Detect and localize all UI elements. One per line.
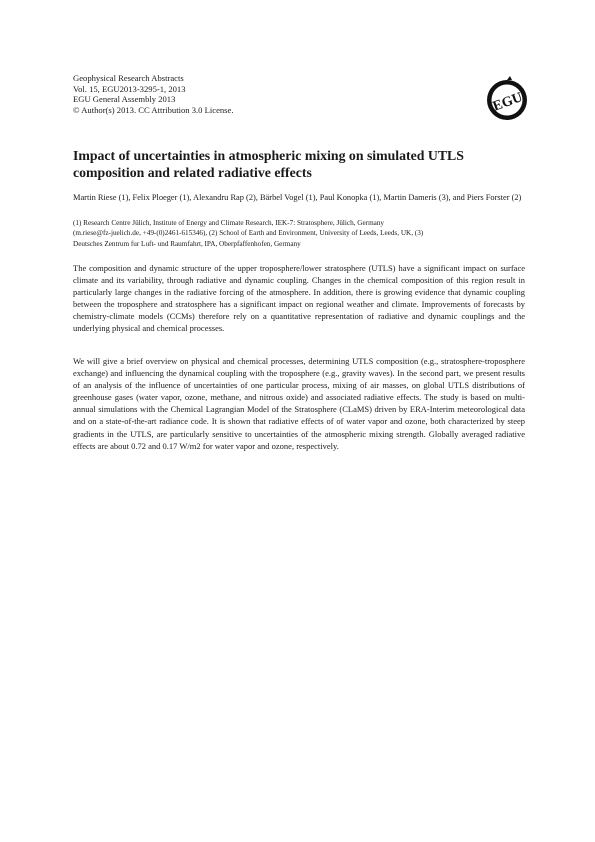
paper-title: Impact of uncertainties in atmospheric mixing on simulated UTLS composition and related radiative effects <box>73 148 464 180</box>
license-info: © Author(s) 2013. CC Attribution 3.0 License. <box>73 104 234 115</box>
logo-text: EGU <box>491 90 525 115</box>
author-list: Martin Riese (1), Felix Ploeger (1), Alexandru Rap (2), Bärbel Vogel (1), Paul Konopka (1), Martin Dameris (3), and Piers Forster (2) <box>73 193 522 202</box>
abstract-paragraph-1: The composition and dynamic structure of the upper troposphere/lower stratosphere (UTLS) have a significant impact on surface climate and its variability, through radiative and dynamic coupling. Changes in the chemical composition of this region result in particularly large changes in the radiative forcing of the atmosphere. In addition, there is growing evidence that dynamic coupling between the troposphere and stratosphere has a significant impact on regional weather and climate. Improvements of forecasts by chemistry-climate models (CCMs) therefore rely on a quantitative representation of radiative and dynamic couplings and the underlying physical and chemical processes. <box>73 263 525 334</box>
assembly-info: EGU General Assembly 2013 <box>73 94 176 105</box>
affiliation-line: (m.riese@fz-juelich.de, +49-(0)2461-615346), (2) School of Earth and Environment, University of Leeds, Leeds, UK, (3) <box>73 229 424 238</box>
publication-header <box>73 73 373 115</box>
journal-name: Geophysical Research Abstracts <box>73 73 184 83</box>
affiliation-line: Deutsches Zentrum fur Luft- und Raumfahrt, IPA, Oberpfaffenhofen, Germany <box>73 239 301 248</box>
egu-logo-icon <box>484 76 530 122</box>
abstract-paragraph-2: We will give a brief overview on physical and chemical processes, determining UTLS composition (e.g., stratosphere-troposphere exchange) and influencing the dynamical coupling with the troposphere (e.g., gravity waves). In the second part, we present results of an analysis of the influence of uncertainties of one particular process, mixing of air masses, on global UTLS distributions of greenhouse gases (water vapor, ozone, methane, and nitrous oxide) and associated radiative effects. The study is based on multi-annual simulations with the Chemical Lagrangian Model of the Stratosphere (CLaMS) driven by ERA-Interim meteorological data and on a state-of-the-art radiance code. It is shown that radiative effects of of water vapor and ozone, both characterized by steep gradients in the UTLS, are particularly sensitive to uncertainties of the atmospheric mixing strength. Globally averaged radiative effects are about 0.72 and 0.17 W/m2 for water vapor and ozone, respectively. <box>73 356 525 451</box>
affiliation-line: (1) Research Centre Jülich, Institute of Energy and Climate Research, IEK-7: Stratosphere, Jülich, Germany <box>73 219 385 227</box>
affiliations <box>73 218 533 249</box>
volume-info: Vol. 15, EGU2013-3295-1, 2013 <box>73 83 186 94</box>
